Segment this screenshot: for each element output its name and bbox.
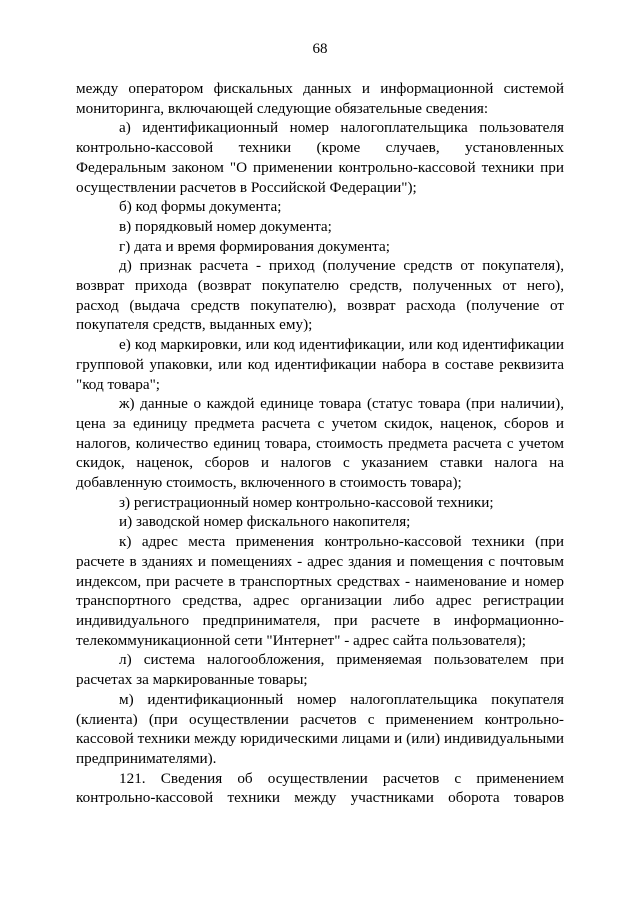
document-body bbox=[76, 79, 564, 808]
item-b: б) код формы документа; bbox=[119, 198, 282, 216]
item-d: д) признак расчета - приход (получение средств от покупателя), возврат прихода (возврат покупателю средств, полученных от него), расход (выдача средств покупателю), возврат расхода (получение от покупателя средств, выданных ему); bbox=[76, 257, 564, 334]
item-zh: ж) данные о каждой единице товара (статус товара (при наличии), цена за единицу предмета расчета с учетом скидок, наценок, сборов и налогов, количество единиц товара, стоимость предмета расчета с учетом скидок, наценок, сборов и налогов с указанием ставки налога на добавленную стоимость, включенного в стоимость товара); bbox=[76, 395, 564, 492]
paragraph-intro: между оператором фискальных данных и информационной системой мониторинга, включающей следующие обязательные сведения: bbox=[76, 80, 564, 117]
item-e: е) код маркировки, или код идентификации, или код идентификации групповой упаковки, или код идентификации набора в составе реквизита "код товара"; bbox=[76, 336, 564, 393]
item-g: г) дата и время формирования документа; bbox=[119, 237, 390, 255]
section-121: 121. Сведения об осуществлении расчетов с применением контрольно-кассовой техники между участниками оборота товаров bbox=[76, 769, 564, 807]
item-z: з) регистрационный номер контрольно-кассовой техники; bbox=[119, 493, 494, 511]
item-a: а) идентификационный номер налогоплательщика пользователя контрольно-кассовой техники (кроме случаев, установленных Федеральным законом "О применении контрольно-кассовой техники при осуществлении расчетов в Российской Федерации"); bbox=[76, 119, 564, 196]
item-m: м) идентификационный номер налогоплательщика покупателя (клиента) (при осуществлении расчетов с применением контрольно-кассовой техники между юридическими лицами и (или) индивидуальными предпринимателями). bbox=[76, 690, 564, 767]
page-number: 68 bbox=[312, 41, 328, 57]
item-v: в) порядковый номер документа; bbox=[119, 217, 332, 235]
item-k: к) адрес места применения контрольно-кассовой техники (при расчете в зданиях и помещениях - адрес здания и помещения с почтовым индексом, при расчете в транспортных средствах - наименование и номер транспортного средства, адрес организации либо адрес регистрации индивидуального предпринимателя, при расчете в информационно-телекоммуникационной сети "Интернет" - адрес сайта пользователя); bbox=[76, 533, 564, 649]
item-i: и) заводской номер фискального накопителя; bbox=[119, 513, 411, 531]
item-l: л) система налогообложения, применяемая пользователем при расчетах за маркированные товары; bbox=[76, 651, 564, 689]
